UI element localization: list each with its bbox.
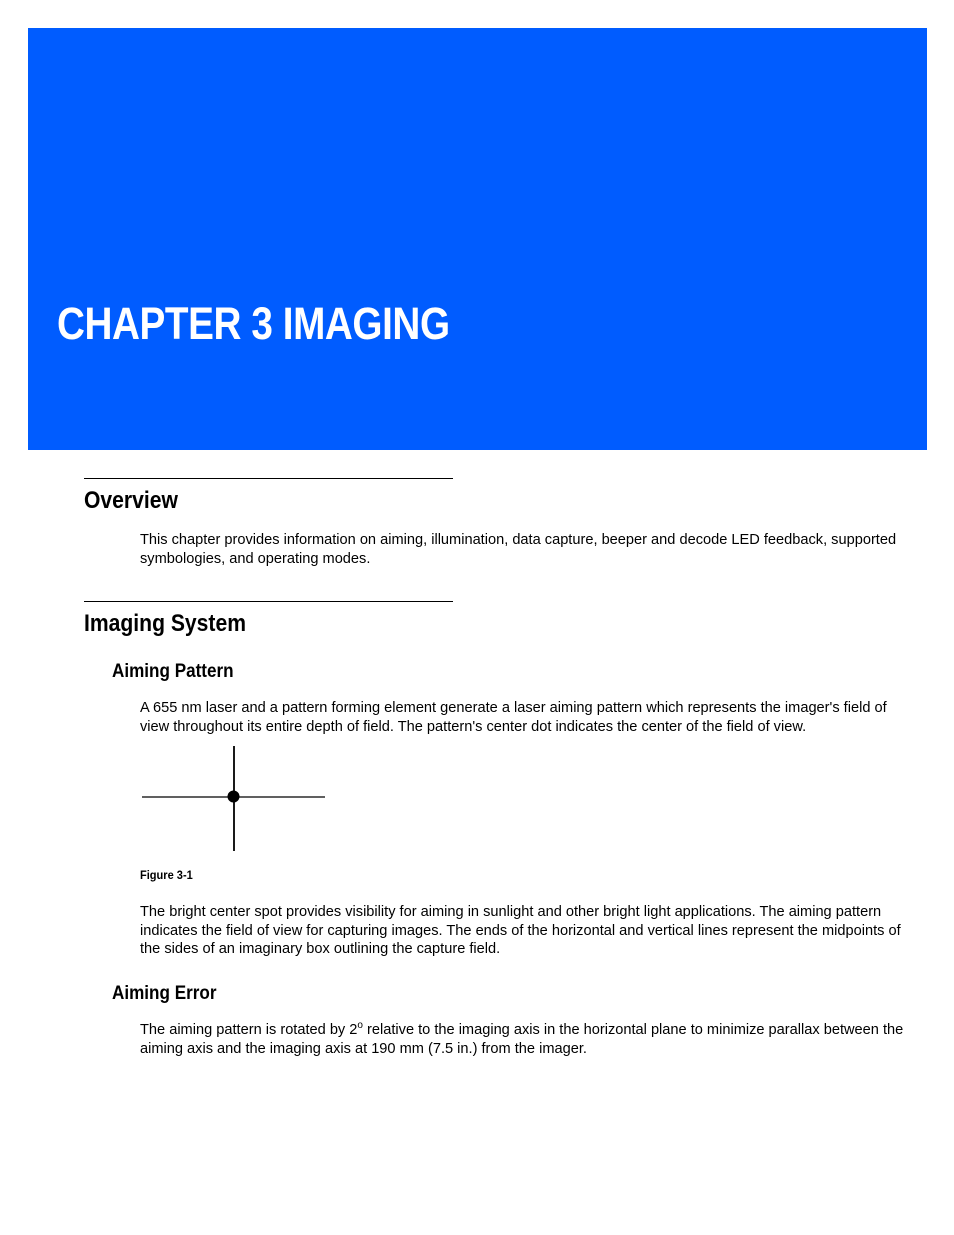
overview-paragraph: This chapter provides information on aiming, illumination, data capture, beeper and decode LED feedback, supported symbologies, and operating modes. <box>140 532 897 567</box>
aiming-pattern-paragraph: A 655 nm laser and a pattern forming element generate a laser aiming pattern which represents the imager's field of view throughout its entire depth of field. The pattern's center dot indicates the center of the field of view. <box>140 700 887 735</box>
aiming-pattern-paragraph-2: The bright center spot provides visibility for aiming in sunlight and other bright light applications. The aiming pattern indicates the field of view for capturing images. The ends of the horizontal and vertical lines represent the midpoints of the sides of an imaginary box outlining the capture field. <box>140 904 901 958</box>
aiming-pattern-heading: Aiming Pattern <box>112 661 234 682</box>
imaging-system-heading: Imaging System <box>84 610 246 637</box>
degree-superscript: o <box>357 1020 363 1032</box>
aiming-error-paragraph <box>140 1021 910 1058</box>
overview-heading: Overview <box>84 487 178 514</box>
aiming-pattern-figure <box>140 744 330 854</box>
chapter-title: CHAPTER 3 IMAGING <box>57 298 450 349</box>
chapter-banner <box>28 28 927 450</box>
figure-caption: Figure 3-1 <box>140 868 193 882</box>
aiming-error-text-start: The aiming pattern is rotated by 2 <box>140 1022 358 1038</box>
center-dot <box>228 791 240 803</box>
aiming-error-text-end: relative to the imaging axis in the horizontal plane to minimize parallax between the aiming axis and the imaging axis at 190 mm (7.5 in.) from the imager. <box>140 1022 904 1057</box>
section-rule-imaging-system <box>84 601 453 602</box>
section-rule-overview <box>84 478 453 479</box>
aiming-error-heading: Aiming Error <box>112 983 217 1004</box>
